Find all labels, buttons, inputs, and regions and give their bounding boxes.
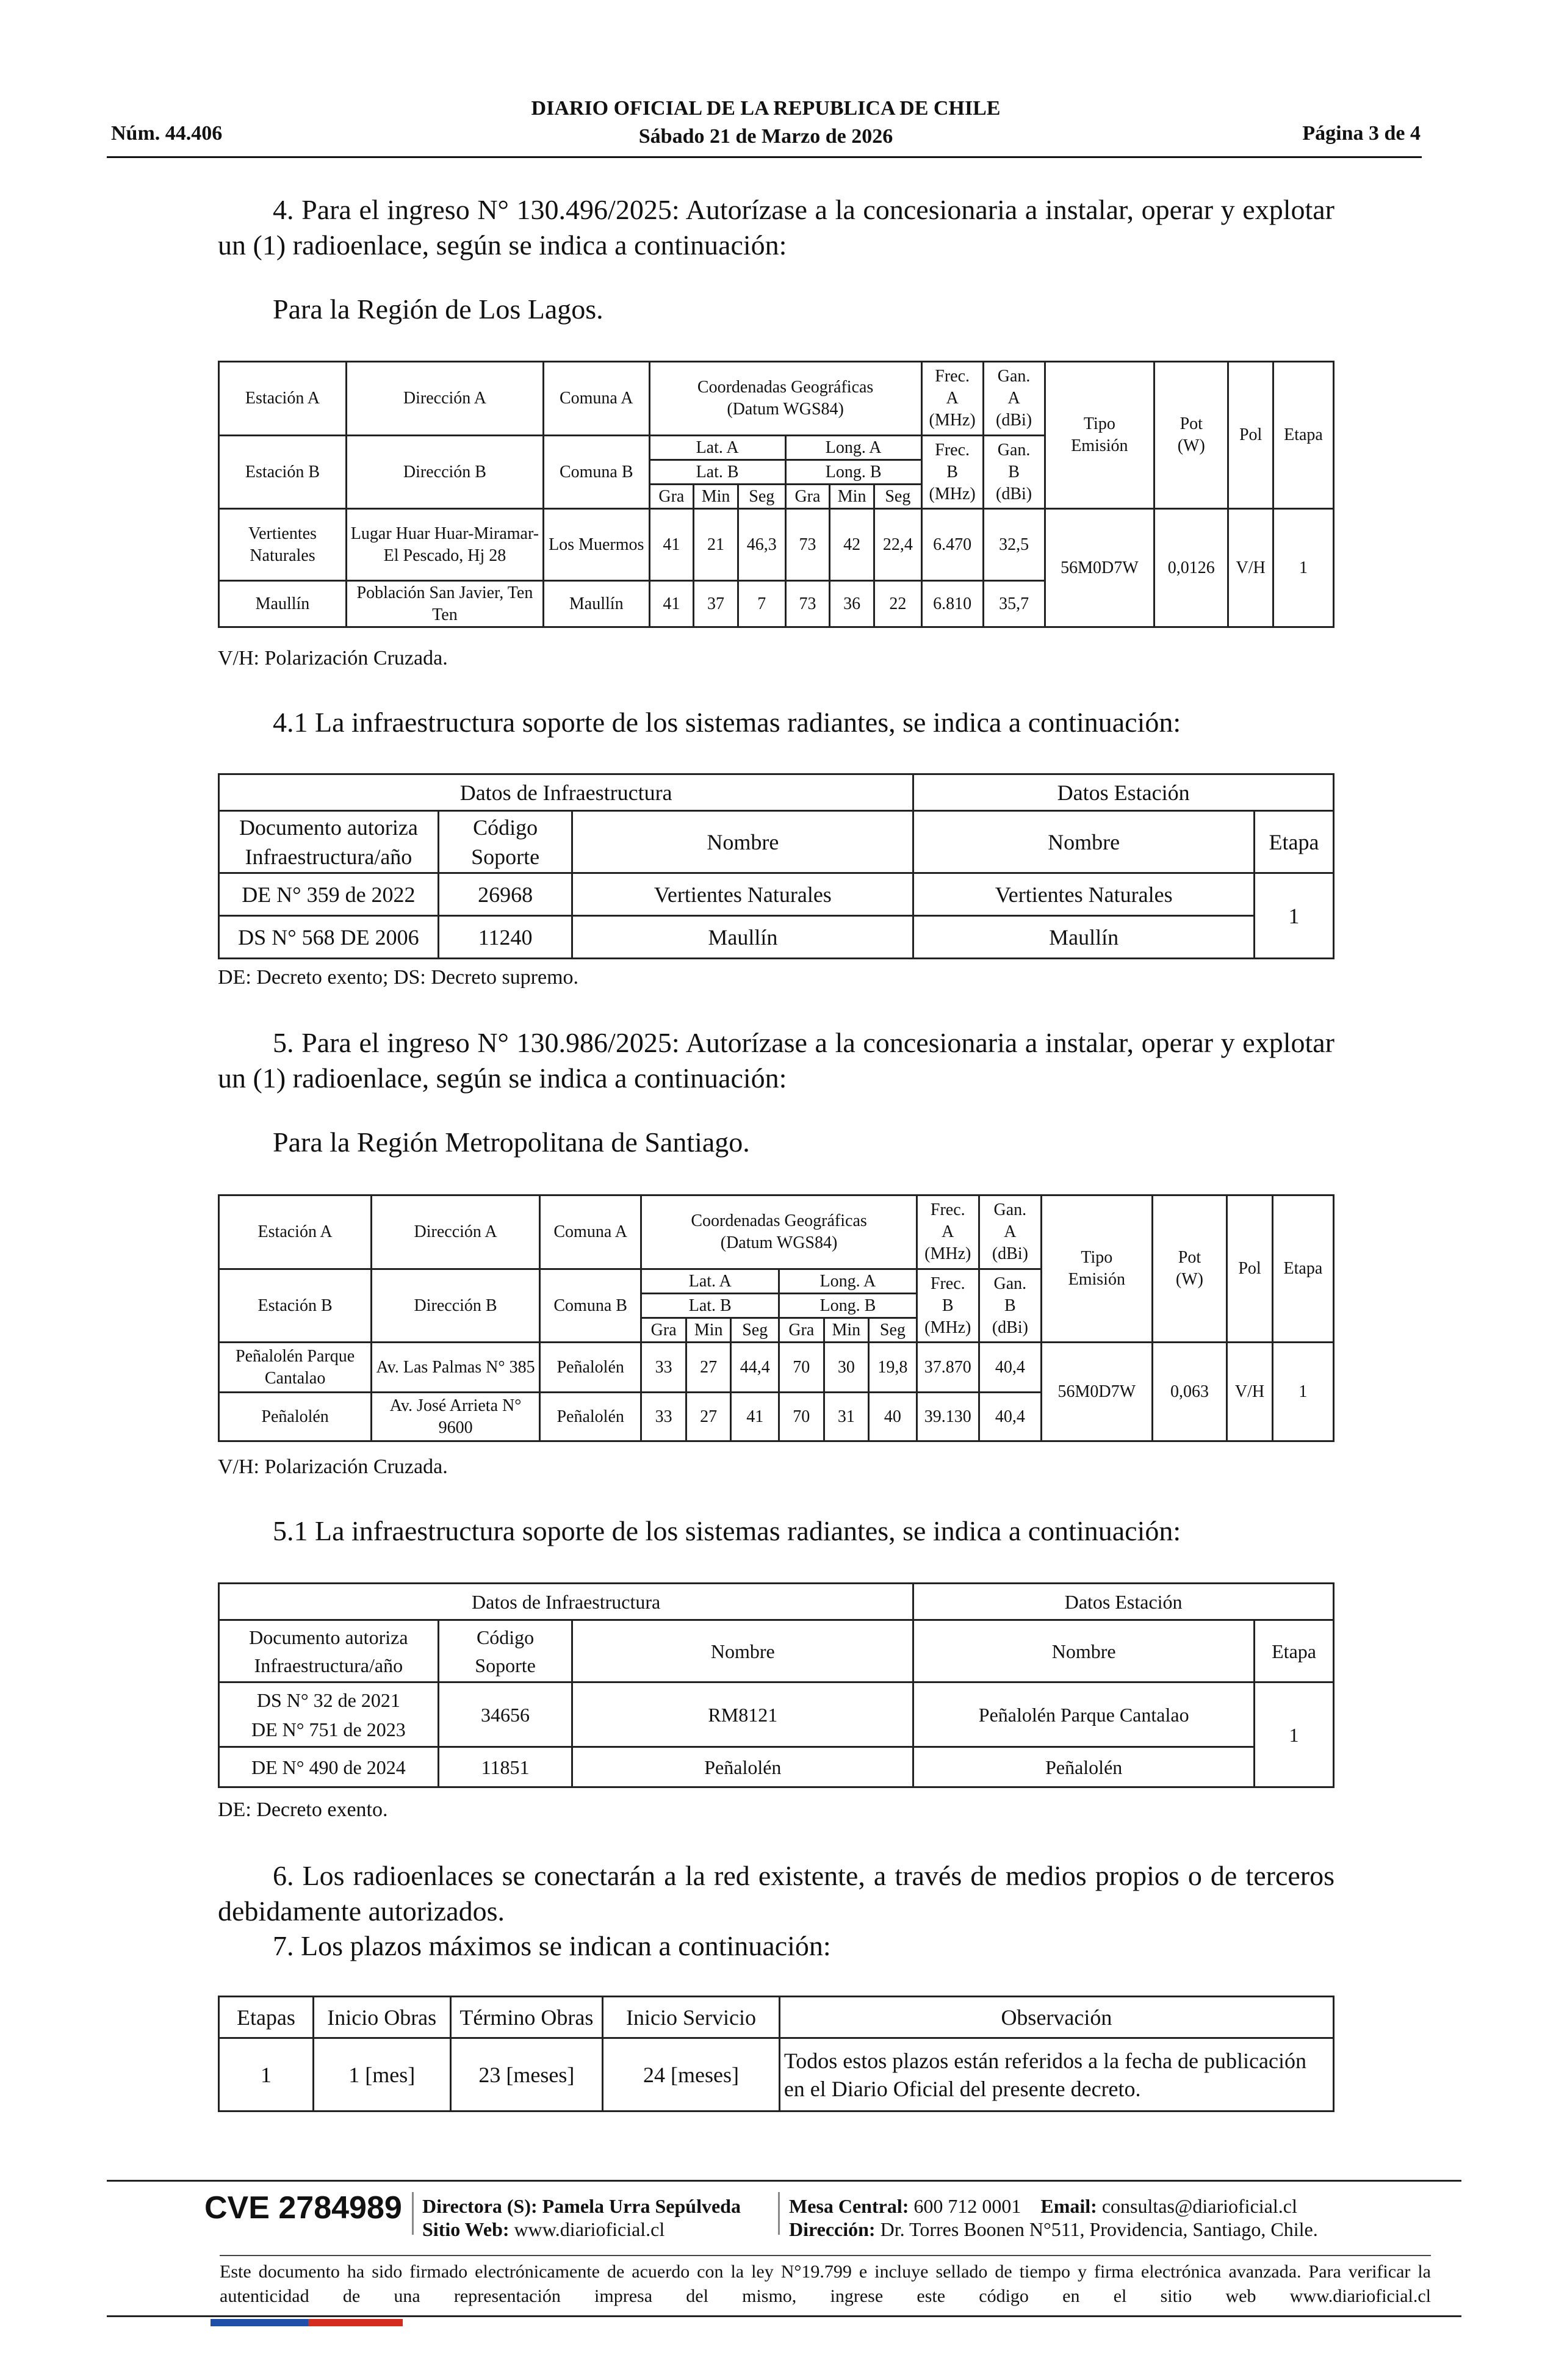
th-tipo-emision: Tipo Emisión: [1041, 1195, 1152, 1343]
th-etapa: Etapa: [1255, 1620, 1334, 1682]
th-termino-obras: Término Obras: [450, 1997, 603, 2038]
table-row: Peñalolén Parque Cantalao Av. Las Palmas N° 385 Peñalolén 33 27 44,4 70 30 19,8 37.870 40,4 56M0D7W 0,063 V/H 1: [219, 1343, 1334, 1393]
footer-contact-left: Directora (S): Pamela Urra Sepúlveda Sitio Web: www.diarioficial.cl: [422, 2195, 741, 2240]
th-lat-a: Lat. A: [649, 436, 785, 460]
table-row: DE N° 490 de 2024 11851 Peñalolén Peñalolén: [219, 1747, 1334, 1787]
th-coordenadas: Coordenadas Geográficas (Datum WGS84): [649, 362, 921, 436]
th-frec-b: Frec. B (MHz): [921, 436, 983, 509]
th-documento: Documento autoriza Infraestructura/año: [219, 1620, 439, 1682]
masthead-date: Sábado 21 de Marzo de 2026: [638, 125, 893, 148]
table-row: Maullín Población San Javier, Ten Ten Maullín 41 37 7 73 36 22 6.810 35,7: [219, 581, 1334, 627]
pot-value: 0,063: [1152, 1343, 1227, 1441]
flag-stripe-red: [308, 2319, 403, 2326]
th-long-a: Long. A: [779, 1269, 917, 1294]
th-long-a: Long. A: [785, 436, 921, 460]
th-codigo: Código Soporte: [438, 811, 572, 873]
table-row: DE N° 359 de 2022 26968 Vertientes Naturales Vertientes Naturales 1: [219, 873, 1334, 916]
section-41-intro: 4.1 La infraestructura soporte de los sistemas radiantes, se indica a continuación:: [273, 707, 1181, 738]
th-gra: Gra: [785, 485, 830, 509]
website-link[interactable]: www.diarioficial.cl: [514, 2218, 665, 2240]
footer-bottom-divider: [107, 2315, 1461, 2317]
table-row: DS N° 32 de 2021 DE N° 751 de 2023 34656 RM8121 Peñalolén Parque Cantalao 1: [219, 1682, 1334, 1747]
th-min: Min: [694, 485, 738, 509]
th-gan-b: Gan. B (dBi): [979, 1269, 1041, 1343]
th-pot: Pot (W): [1154, 362, 1228, 509]
etapa-value: 1: [1255, 873, 1334, 959]
th-estacion-a: Estación A: [219, 362, 347, 436]
section-51-note: DE: Decreto exento.: [218, 1798, 388, 1821]
th-seg: Seg: [731, 1318, 779, 1343]
plazos-table: [218, 1996, 1334, 2112]
th-documento: Documento autoriza Infraestructura/año: [219, 811, 439, 873]
th-gan-a: Gan. A (dBi): [979, 1195, 1041, 1269]
pol-value: V/H: [1228, 509, 1273, 627]
th-datos-estacion: Datos Estación: [913, 1584, 1334, 1620]
th-comuna-a: Comuna A: [539, 1195, 641, 1269]
th-direccion-a: Dirección A: [372, 1195, 540, 1269]
th-observacion: Observación: [779, 1997, 1333, 2038]
th-etapa: Etapa: [1272, 1195, 1333, 1343]
th-seg: Seg: [874, 485, 921, 509]
footer-separator: [412, 2192, 414, 2235]
th-gan-a: Gan. A (dBi): [983, 362, 1045, 436]
th-inicio-servicio: Inicio Servicio: [603, 1997, 780, 2038]
th-datos-infra: Datos de Infraestructura: [219, 774, 913, 811]
th-long-b: Long. B: [785, 460, 921, 485]
th-estacion-b: Estación B: [219, 436, 347, 509]
th-min: Min: [686, 1318, 731, 1343]
pol-value: V/H: [1227, 1343, 1273, 1441]
th-lat-a: Lat. A: [641, 1269, 779, 1294]
etapa-value: 1: [1255, 1682, 1334, 1787]
infra-table-51: [218, 1582, 1334, 1788]
th-min: Min: [824, 1318, 869, 1343]
tipo-emision-value: 56M0D7W: [1041, 1343, 1152, 1441]
th-comuna-b: Comuna B: [539, 1269, 641, 1343]
section-5-region: Para la Región Metropolitana de Santiago.: [273, 1127, 750, 1158]
footer-divider: [107, 2180, 1461, 2182]
th-pot: Pot (W): [1152, 1195, 1227, 1343]
section-4-note: V/H: Polarización Cruzada.: [218, 647, 448, 669]
th-gra: Gra: [779, 1318, 824, 1343]
section-7-intro: 7. Los plazos máximos se indican a continuación:: [273, 1930, 831, 1961]
th-long-b: Long. B: [779, 1294, 917, 1318]
th-datos-estacion: Datos Estación: [913, 774, 1334, 811]
table-row: DS N° 568 DE 2006 11240 Maullín Maullín: [219, 916, 1334, 959]
section-51-intro: 5.1 La infraestructura soporte de los sistemas radiantes, se indica a continuación:: [273, 1515, 1181, 1546]
th-lat-b: Lat. B: [641, 1294, 779, 1318]
section-5-intro: 5. Para el ingreso N° 130.986/2025: Autorízase a la concesionaria a instalar, operar y explotar un (1) radioenlace, según se indica a continuación:: [218, 1027, 1334, 1094]
th-codigo: Código Soporte: [438, 1620, 572, 1682]
th-pol: Pol: [1227, 1195, 1273, 1343]
table-row: Peñalolén Av. José Arrieta N° 9600 Peñalolén 33 27 41 70 31 40 39.130 40,4: [219, 1393, 1334, 1441]
email-link[interactable]: consultas@diarioficial.cl: [1101, 2195, 1297, 2217]
section-41-note: DE: Decreto exento; DS: Decreto supremo.: [218, 966, 579, 989]
section-6-text: 6. Los radioenlaces se conectarán a la red existente, a través de medios propios o de terceros debidamente autorizados.: [218, 1860, 1334, 1927]
th-nombre: Nombre: [913, 1620, 1255, 1682]
tipo-emision-value: 56M0D7W: [1045, 509, 1154, 627]
infra-table-41: [218, 773, 1334, 959]
th-nombre: Nombre: [913, 811, 1255, 873]
th-direccion-b: Dirección B: [372, 1269, 540, 1343]
th-lat-b: Lat. B: [649, 460, 785, 485]
th-nombre: Nombre: [572, 811, 913, 873]
th-datos-infra: Datos de Infraestructura: [219, 1584, 913, 1620]
etapa-value: 1: [1273, 509, 1334, 627]
th-min: Min: [830, 485, 874, 509]
th-comuna-a: Comuna A: [543, 362, 649, 436]
th-frec-a: Frec. A (MHz): [921, 362, 983, 436]
th-gra: Gra: [641, 1318, 686, 1343]
th-pol: Pol: [1228, 362, 1273, 509]
th-frec-b: Frec. B (MHz): [917, 1269, 979, 1343]
th-seg: Seg: [869, 1318, 917, 1343]
th-gan-b: Gan. B (dBi): [983, 436, 1045, 509]
footer-inner-divider: [220, 2255, 1431, 2256]
th-seg: Seg: [738, 485, 785, 509]
radio-table-4: [218, 361, 1334, 628]
table-row: 1 1 [mes] 23 [meses] 24 [meses] Todos estos plazos están referidos a la fecha de publicación en el Diario Oficial del presente decreto.: [219, 2038, 1334, 2111]
th-comuna-b: Comuna B: [543, 436, 649, 509]
section-5-note: V/H: Polarización Cruzada.: [218, 1455, 448, 1478]
th-nombre: Nombre: [572, 1620, 913, 1682]
section-4-intro: 4. Para el ingreso N° 130.496/2025: Autorízase a la concesionaria a instalar, operar y explotar un (1) radioenlace, según se indica a continuación:: [218, 194, 1334, 261]
th-etapas: Etapas: [219, 1997, 314, 2038]
th-direccion-a: Dirección A: [346, 362, 543, 436]
footer-contact-right: Mesa Central: 600 712 0001 Email: consultas@diarioficial.cl Dirección: Dr. Torres Boonen N°511, Providencia, Santiago, Chile.: [789, 2195, 1318, 2240]
th-gra: Gra: [649, 485, 694, 509]
section-4-region: Para la Región de Los Lagos.: [273, 294, 603, 325]
th-etapa: Etapa: [1255, 811, 1334, 873]
etapa-value: 1: [1272, 1343, 1333, 1441]
issue-number: Núm. 44.406: [111, 122, 223, 145]
th-estacion-a: Estación A: [219, 1195, 372, 1269]
th-inicio-obras: Inicio Obras: [313, 1997, 450, 2038]
legal-notice: Este documento ha sido firmado electrónicamente de acuerdo con la ley N°19.799 e incluye sellado de tiempo y firma electrónica avanzada. Para verificar la autenticidad de una representación impresa del mismo, ingrese este código en el sitio web www.diarioficial.cl: [220, 2262, 1431, 2306]
th-coordenadas: Coordenadas Geográficas (Datum WGS84): [641, 1195, 917, 1269]
page-number: Página 3 de 4: [1302, 122, 1421, 145]
radio-table-5: [218, 1194, 1334, 1442]
footer-separator: [778, 2192, 780, 2235]
th-etapa: Etapa: [1273, 362, 1334, 509]
cve-code: CVE 2784989: [204, 2190, 402, 2226]
masthead-title: DIARIO OFICIAL DE LA REPUBLICA DE CHILE: [531, 97, 1001, 120]
table-row: Vertientes Naturales Lugar Huar Huar-Miramar-El Pescado, Hj 28 Los Muermos 41 21 46,3 73 42 22,4 6.470 32,5 56M0D7W 0,0126 V/H 1: [219, 509, 1334, 581]
th-estacion-b: Estación B: [219, 1269, 372, 1343]
pot-value: 0,0126: [1154, 509, 1228, 627]
th-direccion-b: Dirección B: [346, 436, 543, 509]
header-divider: [107, 156, 1422, 158]
flag-stripe-blue: [211, 2319, 308, 2326]
th-frec-a: Frec. A (MHz): [917, 1195, 979, 1269]
th-tipo-emision: Tipo Emisión: [1045, 362, 1154, 509]
